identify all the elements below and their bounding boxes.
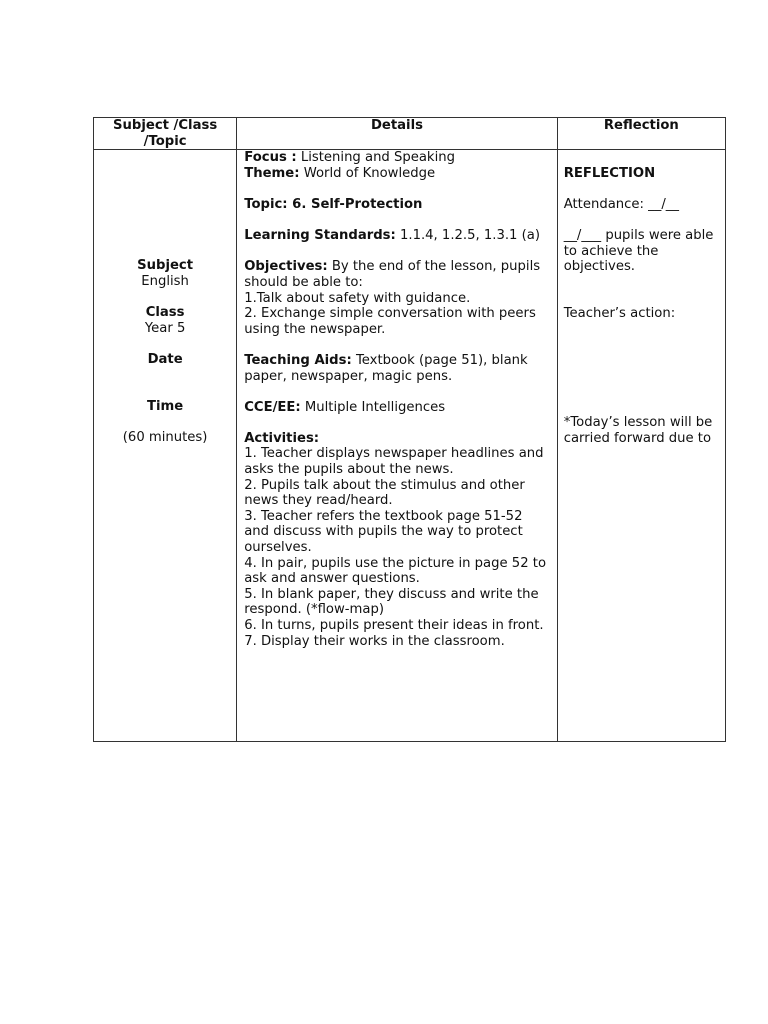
reflection-cell <box>557 150 725 742</box>
activities-label: Activities: <box>244 430 320 446</box>
time-label: Time <box>147 398 184 414</box>
class-value: Year 5 <box>144 320 186 336</box>
header-subject-class-topic: Subject /Class /Topic <box>94 118 237 150</box>
focus-line <box>244 150 551 166</box>
activity-item: 2. Pupils talk about the stimulus and other news they read/heard. <box>244 477 525 509</box>
duration-text: (60 minutes) <box>122 429 208 445</box>
lesson-plan-page <box>93 117 726 742</box>
activity-item: 7. Display their works in the classroom. <box>244 633 505 649</box>
class-label: Class <box>145 304 185 320</box>
objectives <box>244 259 551 290</box>
subject-value: English <box>141 273 189 289</box>
topic-heading: Topic: 6. Self-Protection <box>244 196 423 212</box>
teaching-aids-label: Teaching Aids: <box>244 352 352 368</box>
cce-ee-value: Multiple Intelligences <box>300 399 446 415</box>
learning-standards-value: 1.1.4, 1.2.5, 1.3.1 (a) <box>395 228 540 244</box>
reflection-title: REFLECTION <box>563 165 656 181</box>
carried-forward-text: *Today’s lesson will be carried forward due to <box>563 415 713 446</box>
learning-standards <box>244 228 551 244</box>
objectives-intro: By the end of the lesson, pupils should be able to: <box>244 259 541 290</box>
cce-ee <box>244 400 551 416</box>
objectives-label: Objectives: <box>244 259 328 275</box>
teacher-action-text: Teacher’s action: <box>563 306 676 322</box>
teaching-aids <box>244 353 551 384</box>
attendance-text: Attendance: __/__ <box>563 196 679 212</box>
theme-label: Theme: <box>244 165 300 181</box>
header-reflection: Reflection <box>557 118 725 150</box>
activity-item: 6. In turns, pupils present their ideas in front. <box>244 618 544 633</box>
lesson-plan-table <box>93 117 726 742</box>
header-details: Details <box>237 118 558 150</box>
achieved-text: __/___ pupils were able to achieve the objectives. <box>563 228 714 275</box>
learning-standards-label: Learning Standards: <box>244 228 396 244</box>
date-label: Date <box>147 351 183 367</box>
activity-item: 5. In blank paper, they discuss and write the respond. (*flow-map) <box>244 586 539 618</box>
activity-item: 3. Teacher refers the textbook page 51-52 and discuss with pupils the way to protect ourselves. <box>244 508 523 556</box>
objective-item: 1.Talk about safety with guidance. <box>244 290 471 306</box>
subject-class-cell <box>94 150 237 742</box>
focus-value: Listening and Speaking <box>296 150 455 166</box>
table-header-row <box>94 118 726 150</box>
activity-item: 1. Teacher displays newspaper headlines and asks the pupils about the news. <box>244 446 544 478</box>
cce-ee-label: CCE/EE: <box>244 399 301 415</box>
focus-label: Focus : <box>244 150 297 166</box>
table-body-row <box>94 150 726 742</box>
theme-value: World of Knowledge <box>299 165 436 181</box>
details-cell <box>237 150 558 742</box>
theme-line <box>244 166 551 182</box>
activity-item: 4. In pair, pupils use the picture in page 52 to ask and answer questions. <box>244 555 547 587</box>
subject-label: Subject <box>137 258 194 274</box>
objective-item: 2. Exchange simple conversation with peers using the newspaper. <box>244 306 536 337</box>
teaching-aids-value: Textbook (page 51), blank paper, newspaper, magic pens. <box>244 352 528 384</box>
